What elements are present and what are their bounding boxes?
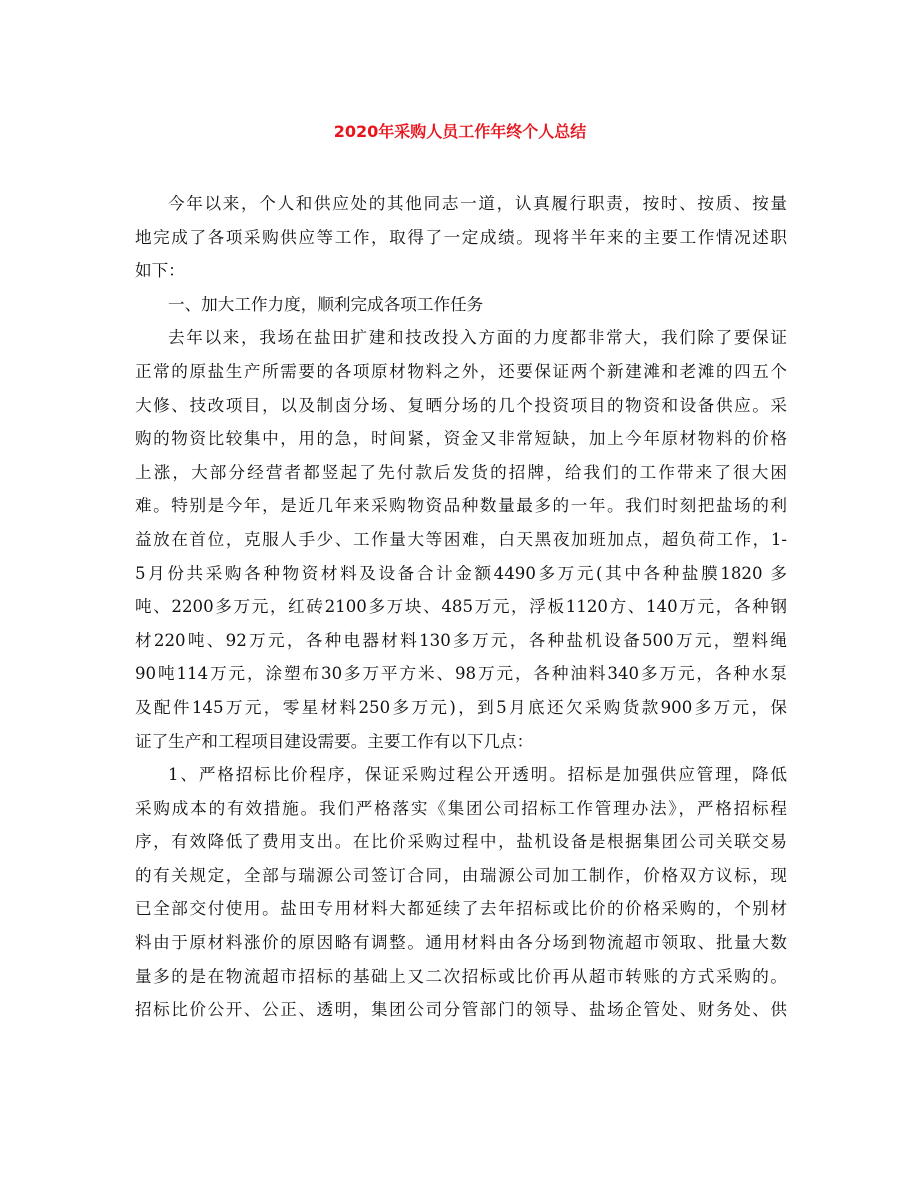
document-body (135, 187, 787, 1027)
paragraph-line: 及配件145万元，零星材料250多万元)，到5月底还欠采购货款900多万元，保 (135, 697, 787, 717)
paragraph-line: 采购成本的有效措施。我们严格落实《集团公司招标工作管理办法》，严格招标程 (135, 798, 787, 818)
paragraph-line: 去年以来，我场在盐田扩建和技改投入方面的力度都非常大，我们除了要保证 (168, 328, 787, 348)
paragraph-line: 量多的是在物流超市招标的基础上又二次招标或比价再从超市转账的方式采购的。 (135, 966, 787, 986)
paragraph-line: 难。特别是今年，是近几年来采购物资品种数量最多的一年。我们时刻把盐场的利 (135, 496, 787, 516)
paragraph-line: 90吨114万元，涂塑布30多万平方米、98万元，各种油料340多万元，各种水泵 (135, 664, 787, 684)
paragraph-line: 正常的原盐生产所需要的各项原材物料之外，还要保证两个新建滩和老滩的四五个 (135, 361, 787, 381)
paragraph-line: 5月份共采购各种物资材料及设备合计金额4490多万元(其中各种盐膜1820 多 (135, 563, 787, 583)
paragraph-line: 料由于原材料涨价的原因略有调整。通用材料由各分场到物流超市领取、批量大数 (135, 933, 787, 953)
paragraph-line: 上涨，大部分经营者都竖起了先付款后发货的招牌，给我们的工作带来了很大困 (135, 462, 787, 482)
paragraph-line: 1、严格招标比价程序，保证采购过程公开透明。招标是加强供应管理，降低 (168, 765, 787, 785)
paragraph-line: 招标比价公开、公正、透明，集团公司分管部门的领导、盐场企管处、财务处、供 (135, 1000, 787, 1020)
paragraph-line: 大修、技改项目，以及制卤分场、复晒分场的几个投资项目的物资和设备供应。采 (135, 395, 787, 415)
paragraph-line: 吨、2200多万元，红砖2100多万块、485万元，浮板1120方、140万元，各种钢 (135, 597, 787, 617)
paragraph-line: 证了生产和工程项目建设需要。主要工作有以下几点： (135, 731, 534, 751)
document-title: 2020年采购人员工作年终个人总结 (333, 122, 587, 141)
paragraph-line: 益放在首位，克服人手少、工作量大等困难，白天黑夜加班加点，超负荷工作，1- (135, 529, 787, 549)
paragraph-line: 今年以来，个人和供应处的其他同志一道，认真履行职责，按时、按质、按量 (168, 194, 787, 213)
paragraph-line: 的有关规定，全部与瑞源公司签订合同，由瑞源公司加工制作，价格双方议标，现 (135, 865, 787, 885)
section-heading: 一、加大工作力度，顺利完成各项工作任务 (168, 294, 484, 314)
paragraph-line: 序，有效降低了费用支出。在比价采购过程中，盐机设备是根据集团公司关联交易 (135, 832, 787, 852)
paragraph-line: 地完成了各项采购供应等工作，取得了一定成绩。现将半年来的主要工作情况述职 (135, 227, 787, 247)
paragraph-line: 购的物资比较集中，用的急，时间紧，资金又非常短缺，加上今年原材物料的价格 (135, 429, 787, 449)
paragraph-line: 材220吨、92万元，各种电器材料130多万元，各种盐机设备500万元，塑料绳 (135, 630, 787, 650)
paragraph-line: 已全部交付使用。盐田专用材料大都延续了去年招标或比价的价格采购的，个别材 (135, 899, 787, 919)
paragraph-line: 如下： (135, 261, 185, 281)
